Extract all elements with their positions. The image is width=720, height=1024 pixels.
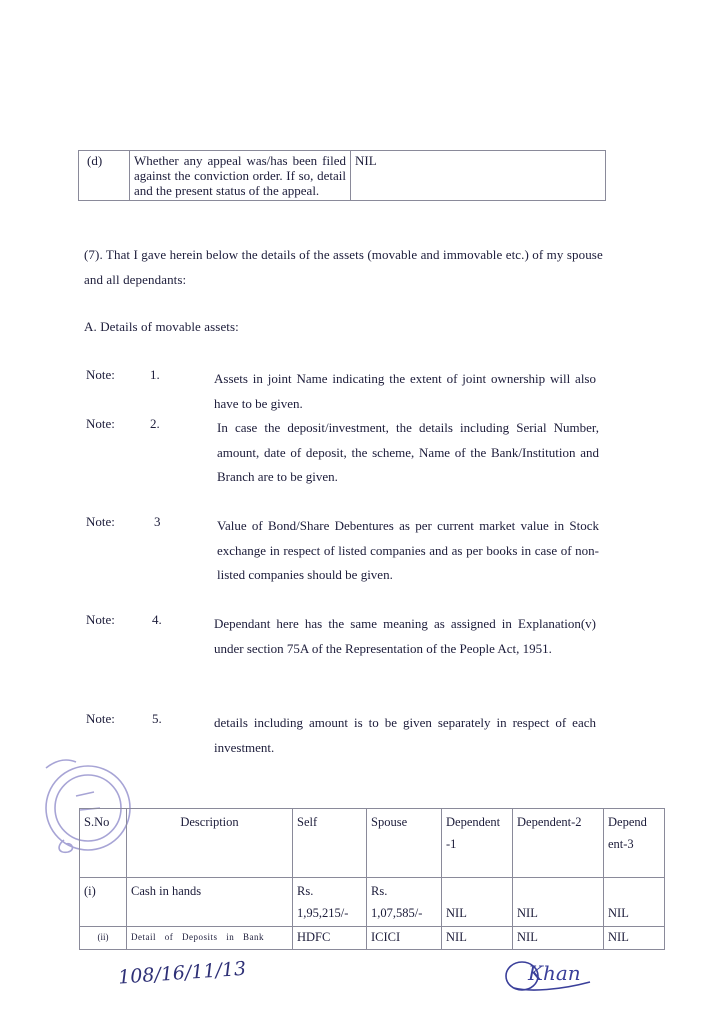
cell-self: HDFC [293, 927, 367, 950]
cell-dependent-1: NIL [442, 927, 513, 950]
note-text: In case the deposit/investment, the details including Serial Number, amount, date of deposit, the scheme, Name of the Bank/Institution and Branch are to be given. [217, 420, 599, 484]
header-dependent-3: Depend ent-3 [604, 809, 665, 878]
cell-dependent-2: NIL [513, 927, 604, 950]
note-label: Note: [86, 514, 115, 529]
cell-spouse [367, 878, 442, 927]
note-text: Dependant here has the same meaning as assigned in Explanation(v) under section 75A of the Representation of the People Act, 1951. [214, 616, 596, 656]
handwritten-date-text: 108/16/11/13 [117, 957, 247, 989]
cell-sno: (i) [80, 878, 127, 927]
note-text: Value of Bond/Share Debentures as per current market value in Stock exchange in respect of listed companies and as per books in case of non-listed companies should be given. [217, 518, 599, 582]
note-label: Note: [86, 612, 115, 627]
currency-label: Rs. [371, 884, 388, 898]
signature [500, 952, 620, 996]
table-row [80, 878, 665, 927]
note-label: Note: [86, 416, 115, 431]
cell-sno: (ii) [80, 927, 127, 950]
appeal-answer: NIL [351, 151, 606, 201]
handwritten-date [110, 952, 250, 992]
note-number: 3 [154, 514, 161, 529]
header-description: Description [127, 809, 293, 878]
header-self: Self [293, 809, 367, 878]
signature-text: Khan [528, 961, 581, 985]
cell-description: Cash in hands [127, 878, 293, 927]
section-heading: A. Details of movable assets: [84, 319, 239, 334]
amount-value: 1,07,585/- [371, 906, 423, 920]
cell-dependent-3: NIL [604, 878, 665, 927]
note-number: 1. [150, 367, 160, 382]
header-sno: S.No [80, 809, 127, 878]
header-spouse: Spouse [367, 809, 442, 878]
table-row [79, 151, 606, 201]
note-label: Note: [86, 711, 115, 726]
cell-dependent-1: NIL [442, 878, 513, 927]
currency-label: Rs. [297, 884, 314, 898]
table-header-row [80, 809, 665, 878]
appeal-label: (d) [79, 151, 130, 201]
appeal-table [78, 150, 606, 201]
note-text: details including amount is to be given separately in respect of each investment. [214, 715, 596, 755]
note-label: Note: [86, 367, 115, 382]
appeal-question: Whether any appeal was/has been filed against the conviction order. If so, detail and the present status of the appeal. [130, 151, 351, 201]
movable-assets-table [79, 808, 665, 950]
amount-value: 1,95,215/- [297, 906, 349, 920]
cell-description: Detail of Deposits in Bank [127, 927, 293, 950]
note-number: 2. [150, 416, 160, 431]
header-dependent-1: Dependent -1 [442, 809, 513, 878]
cell-dependent-3: NIL [604, 927, 665, 950]
paragraph-7: (7). That I gave herein below the details of the assets (movable and immovable etc.) of my spouse and all dependants: [84, 247, 603, 287]
cell-self [293, 878, 367, 927]
cell-dependent-2: NIL [513, 878, 604, 927]
header-dependent-2: Dependent-2 [513, 809, 604, 878]
cell-spouse: ICICI [367, 927, 442, 950]
note-number: 4. [152, 612, 162, 627]
note-text: Assets in joint Name indicating the extent of joint ownership will also have to be given. [214, 371, 596, 411]
note-number: 5. [152, 711, 162, 726]
table-row [80, 927, 665, 950]
